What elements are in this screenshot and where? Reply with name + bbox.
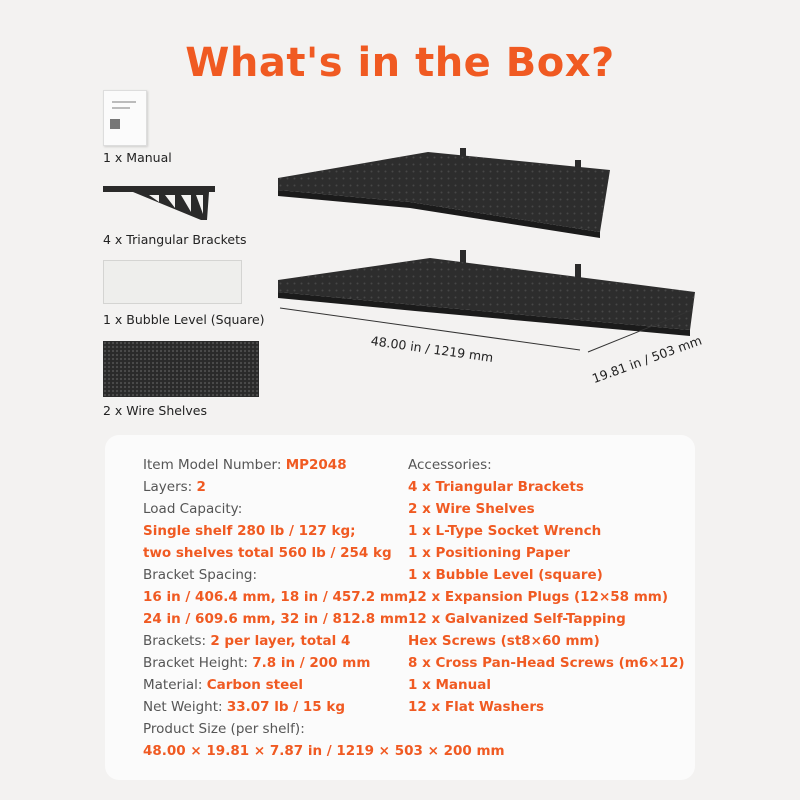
spec-height-value: 7.8 in / 200 mm (252, 655, 371, 671)
spec-brackets: Brackets: 2 per layer, total 4 (143, 633, 351, 649)
accessory-item: 4 x Triangular Brackets (408, 479, 584, 495)
spec-height: Bracket Height: 7.8 in / 200 mm (143, 655, 371, 671)
spec-spacing-label: Bracket Spacing: (143, 567, 257, 583)
wire-shelf-image (103, 341, 259, 397)
length-dimension-label: 48.00 in / 1219 mm (369, 333, 495, 366)
manual-image (103, 90, 147, 146)
spec-load-label: Load Capacity: (143, 501, 243, 517)
spec-weight-value: 33.07 lb / 15 kg (226, 699, 346, 715)
accessory-item: 1 x Positioning Paper (408, 545, 571, 561)
spec-material: Material: Carbon steel (143, 677, 304, 693)
page-title: What's in the Box? (185, 40, 615, 86)
spec-load-line2: two shelves total 560 lb / 254 kg (143, 545, 392, 561)
spec-layers: Layers: 2 (143, 479, 206, 495)
depth-dimension-label: 19.81 in / 503 mm (590, 332, 704, 387)
shelves-illustration (270, 140, 710, 385)
item-label-bubble-level: 1 x Bubble Level (Square) (103, 312, 265, 327)
accessory-item: 12 x Flat Washers (408, 699, 545, 715)
spec-load-line1: Single shelf 280 lb / 127 kg; (143, 523, 356, 539)
spec-model-value: MP2048 (285, 457, 347, 473)
accessory-item: 1 x L-Type Socket Wrench (408, 523, 602, 539)
accessory-item: 12 x Expansion Plugs (12×58 mm) (408, 589, 669, 605)
spec-model: Item Model Number: MP2048 (143, 457, 347, 473)
item-label-manual: 1 x Manual (103, 150, 172, 165)
accessory-item: 12 x Galvanized Self-Tapping (408, 611, 626, 627)
spec-layers-value: 2 (196, 479, 206, 495)
spec-size-value: 48.00 × 19.81 × 7.87 in / 1219 × 503 × 200 mm (143, 743, 505, 759)
accessory-item: 1 x Manual (408, 677, 492, 693)
item-label-brackets: 4 x Triangular Brackets (103, 232, 247, 247)
bracket-image (103, 180, 218, 222)
spec-size-label: Product Size (per shelf): (143, 721, 305, 737)
bubble-level-image (103, 260, 242, 304)
spec-spacing-line2: 24 in / 609.6 mm, 32 in / 812.8 mm (143, 611, 409, 627)
spec-material-value: Carbon steel (206, 677, 304, 693)
item-label-wire-shelves: 2 x Wire Shelves (103, 403, 208, 418)
spec-brackets-value: 2 per layer, total 4 (210, 633, 351, 649)
accessory-item: 8 x Cross Pan-Head Screws (m6×12) (408, 655, 685, 671)
accessory-item: 2 x Wire Shelves (408, 501, 535, 517)
spec-spacing-line1: 16 in / 406.4 mm, 18 in / 457.2 mm, (143, 589, 414, 605)
accessory-item: Hex Screws (st8×60 mm) (408, 633, 600, 649)
accessory-item: 1 x Bubble Level (square) (408, 567, 603, 583)
accessories-heading: Accessories: (408, 457, 492, 473)
spec-weight: Net Weight: 33.07 lb / 15 kg (143, 699, 346, 715)
